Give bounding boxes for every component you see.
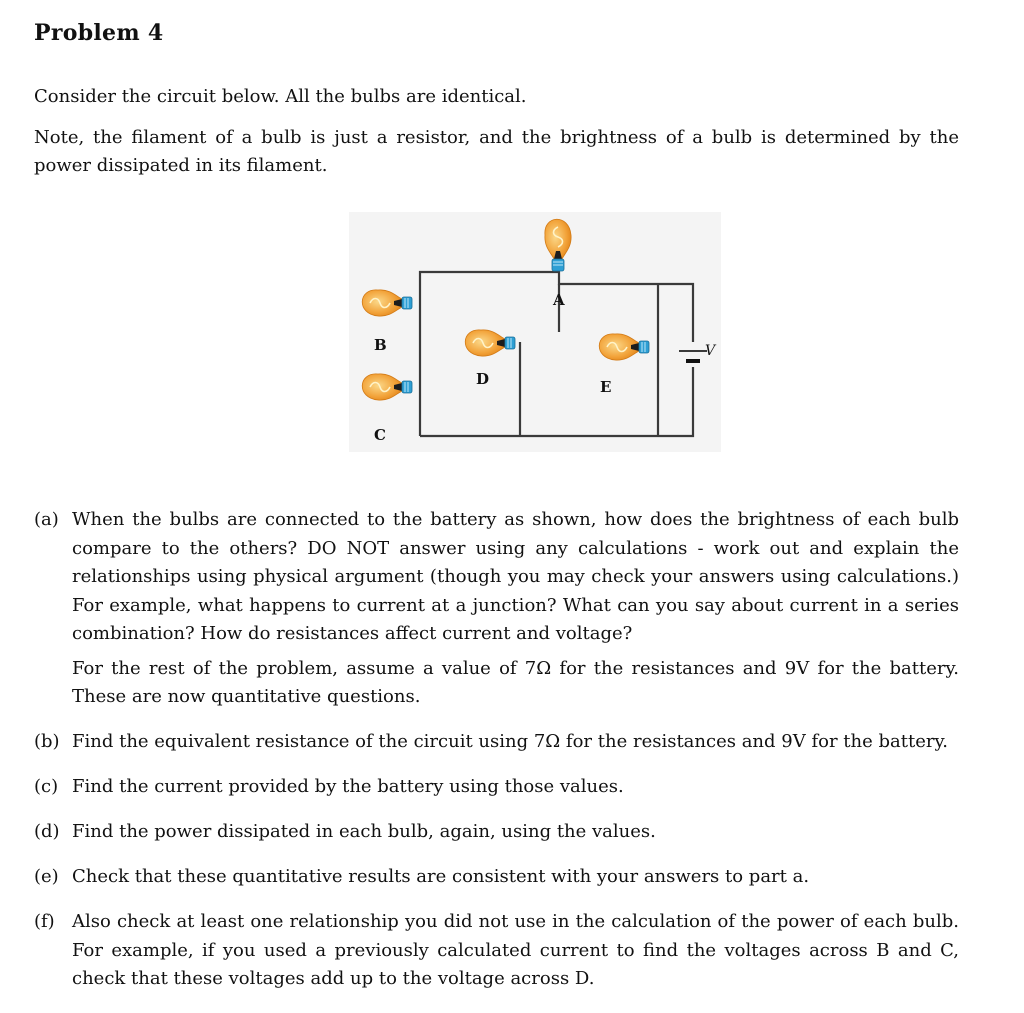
label-a: A: [553, 291, 565, 309]
label-e: E: [600, 378, 612, 396]
intro-paragraph: Consider the circuit below. All the bulbs are identical.: [34, 86, 527, 107]
label-d: D: [476, 370, 490, 388]
label-b: B: [374, 336, 387, 354]
figure-background: [349, 212, 721, 452]
question-b-text: Find the equivalent resistance of the circuit using 7Ω for the resistances and 9V for the battery.: [72, 731, 948, 752]
question-d-label: (d): [34, 821, 60, 842]
question-b: [34, 728, 959, 757]
question-c: [34, 773, 959, 802]
question-a-text: When the bulbs are connected to the battery as shown, how does the brightness of each bulb compare to the others? DO NOT answer using any calculations - work out and explain the relationships using physical argument (though you may check your answers using calculations.) For example, what happens to current at a junction? What can you say about current in a series combination? How do resistances affect current and voltage?: [72, 509, 959, 644]
question-a: [34, 506, 959, 649]
question-c-text: Find the current provided by the battery using those values.: [72, 776, 624, 797]
question-c-label: (c): [34, 776, 59, 797]
question-d: [34, 818, 959, 847]
note-paragraph: Note, the filament of a bulb is just a resistor, and the brightness of a bulb is determined by the power dissipated in its filament.: [34, 127, 959, 176]
question-f: [34, 908, 959, 994]
problem-title: Problem 4: [34, 20, 164, 46]
question-e-text: Check that these quantitative results are consistent with your answers to part a.: [72, 866, 810, 887]
question-e: [34, 863, 959, 892]
question-a-label: (a): [34, 509, 59, 530]
circuit-diagram: [309, 212, 729, 452]
question-b-label: (b): [34, 731, 60, 752]
label-v: V: [705, 343, 716, 359]
question-d-text: Find the power dissipated in each bulb, again, using the values.: [72, 821, 656, 842]
question-f-label: (f): [34, 911, 55, 932]
question-f-text: Also check at least one relationship you did not use in the calculation of the power of each bulb. For example, if you used a previously calculated current to find the voltages across B and C, check that these voltages add up to the voltage across D.: [72, 911, 959, 989]
question-e-label: (e): [34, 866, 59, 887]
quantitative-note: For the rest of the problem, assume a value of 7Ω for the resistances and 9V for the battery. These are now quantitative questions.: [72, 658, 959, 707]
label-c: C: [374, 426, 386, 444]
